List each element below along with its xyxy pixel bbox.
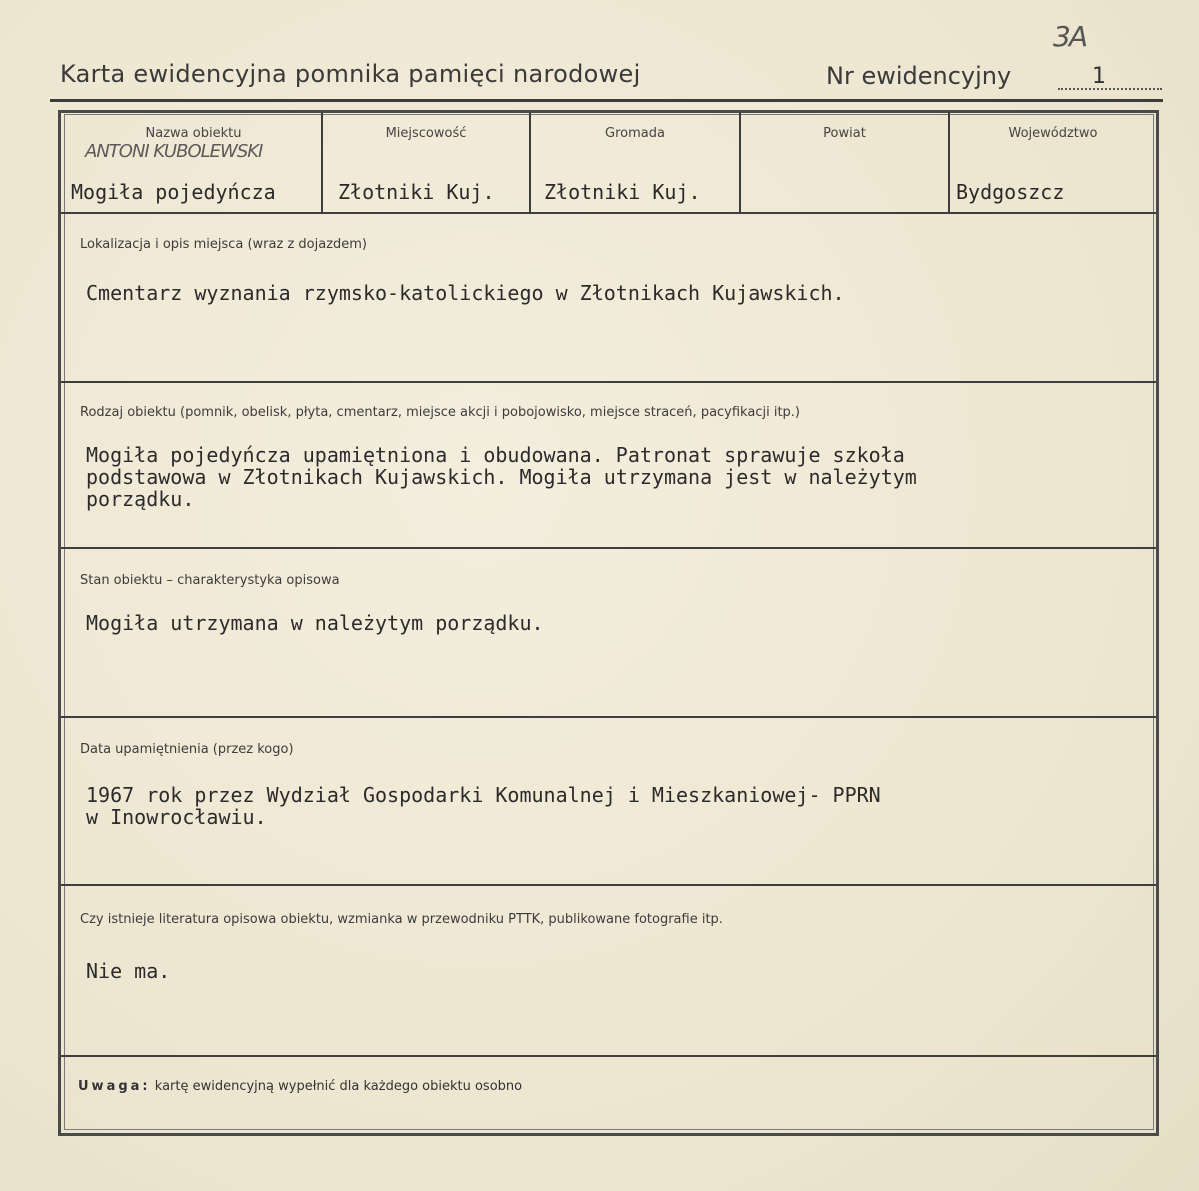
column-value-voivodeship: Bydgoszcz bbox=[956, 180, 1065, 204]
section-text-literature: Nie ma. bbox=[86, 959, 171, 983]
section-divider bbox=[61, 547, 1156, 549]
column-value-locality: Złotniki Kuj. bbox=[338, 180, 495, 204]
section-text-condition: Mogiła utrzymana w należytym porządku. bbox=[86, 611, 544, 635]
section-label-commemoration: Data upamiętnienia (przez kogo) bbox=[80, 742, 294, 757]
section-label-condition: Stan obiektu – charakterystyka opisowa bbox=[80, 573, 340, 588]
column-value-commune: Złotniki Kuj. bbox=[544, 180, 701, 204]
column-label-locality: Miejscowość bbox=[385, 126, 467, 141]
section-text-object-type: Mogiła pojedyńcza upamiętniona i obudowana. Patronat sprawuje szkoła podstawowa w Złotnikach Kujawskich. Mogiła utrzymana jest w należytym porządku. bbox=[86, 443, 917, 511]
record-number-line bbox=[1058, 88, 1162, 90]
column-label-commune: Gromada bbox=[605, 126, 665, 141]
column-label-voivodeship: Województwo bbox=[1008, 126, 1098, 141]
footer-note bbox=[78, 1079, 522, 1094]
corner-annotation: 3A bbox=[1053, 20, 1086, 53]
section-label-location: Lokalizacja i opis miejsca (wraz z dojazdem) bbox=[80, 237, 367, 252]
section-divider bbox=[61, 1055, 1156, 1057]
section-text-commemoration: 1967 rok przez Wydział Gospodarki Komunalnej i Mieszkaniowej- PPRN w Inowrocławiu. bbox=[86, 783, 881, 829]
footer-note-text: kartę ewidencyjną wypełnić dla każdego obiektu osobno bbox=[154, 1079, 523, 1094]
section-divider bbox=[61, 884, 1156, 886]
footer-note-label: Uwaga: bbox=[78, 1079, 151, 1094]
record-number-label: Nr ewidencyjny bbox=[826, 62, 1012, 90]
handwritten-name: ANTONI KUBOLEWSKI bbox=[85, 141, 263, 162]
section-text-location: Cmentarz wyznania rzymsko-katolickiego w Złotnikach Kujawskich. bbox=[86, 281, 845, 305]
section-label-literature: Czy istnieje literatura opisowa obiektu, wzmianka w przewodniku PTTK, publikowane fotografie itp. bbox=[80, 912, 723, 927]
column-label-name: Nazwa obiektu bbox=[145, 126, 242, 141]
header-rule bbox=[50, 99, 1163, 102]
card-title: Karta ewidencyjna pomnika pamięci narodowej bbox=[60, 60, 641, 88]
column-label-district: Powiat bbox=[823, 126, 866, 141]
record-number-value: 1 bbox=[1092, 64, 1106, 89]
column-value-name: Mogiła pojedyńcza bbox=[71, 180, 276, 204]
section-divider bbox=[61, 716, 1156, 718]
section-divider bbox=[61, 381, 1156, 383]
section-label-object-type: Rodzaj obiektu (pomnik, obelisk, płyta, cmentarz, miejsce akcji i pobojowisko, miejsce straceń, pacyfikacji itp.) bbox=[80, 405, 800, 420]
section-divider bbox=[61, 212, 1156, 214]
